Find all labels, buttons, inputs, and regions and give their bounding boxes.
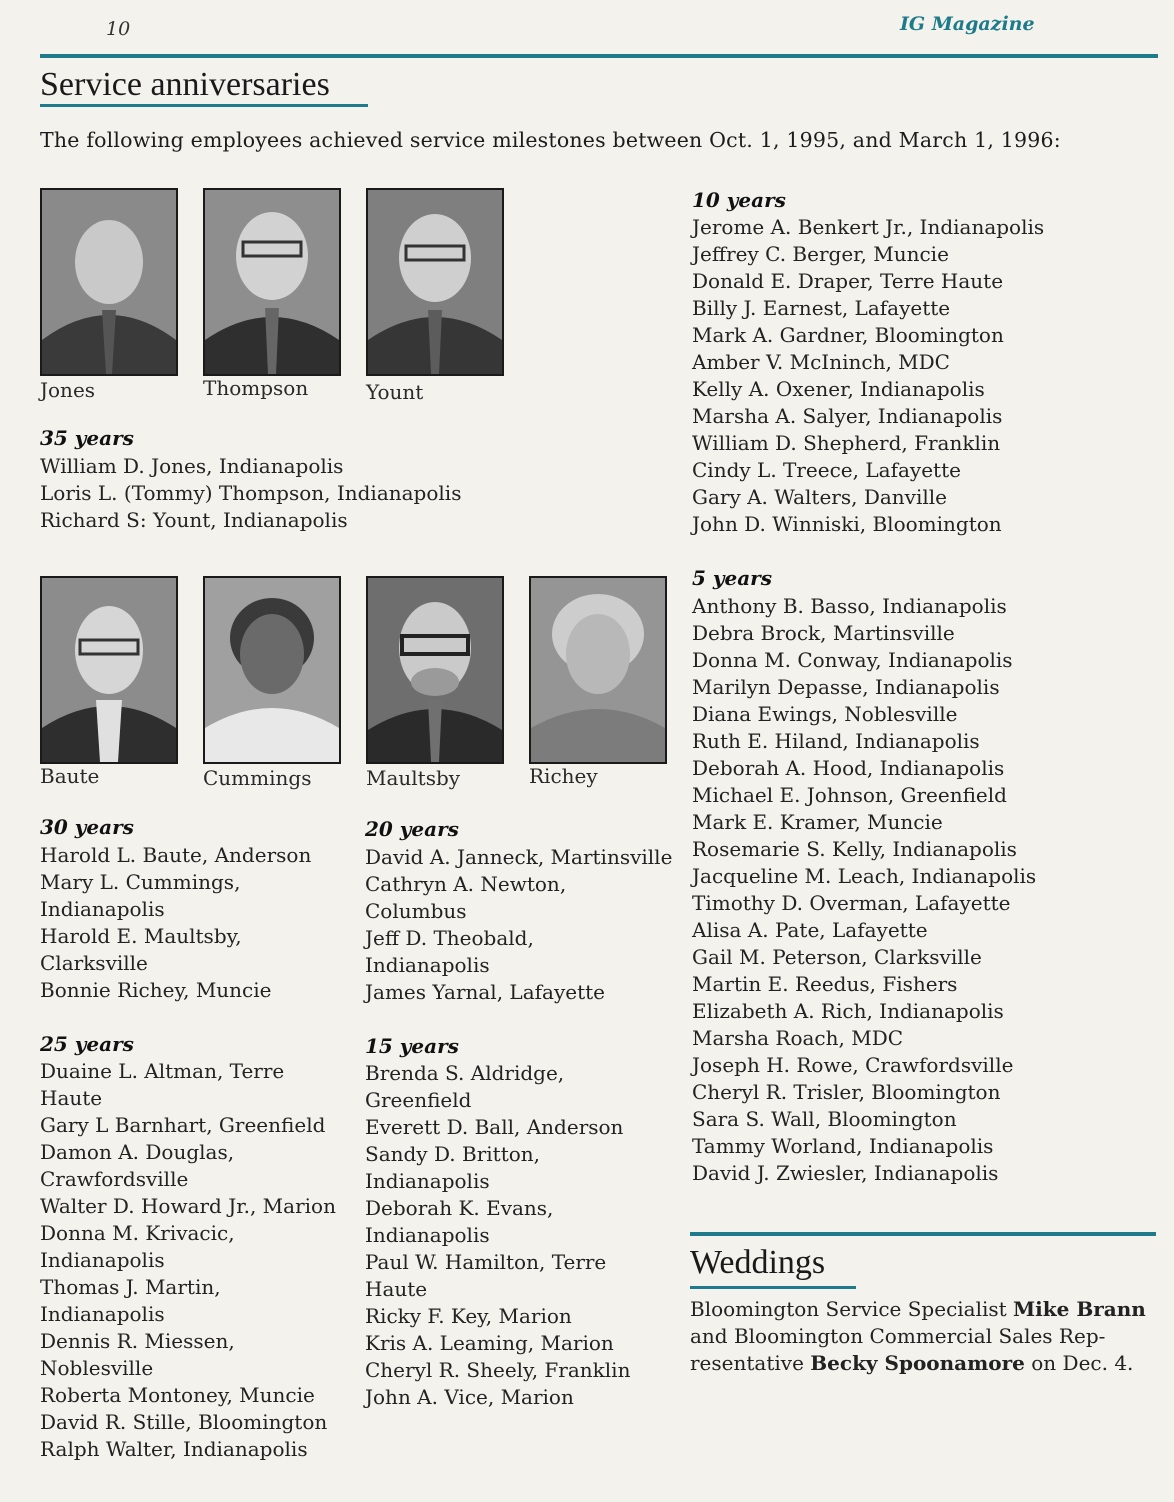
group-heading-30-years: 30 years — [40, 815, 134, 839]
list-item: Columbus — [365, 899, 467, 923]
group-heading-15-years: 15 years — [365, 1034, 459, 1058]
portrait-photo — [366, 576, 504, 764]
list-item: Deborah A. Hood, Indianapolis — [692, 756, 1005, 780]
list-item: Michael E. Johnson, Greenfield — [692, 783, 1007, 807]
list-item: William D. Shepherd, Franklin — [692, 431, 1001, 455]
list-item: Sandy D. Britton, — [365, 1142, 541, 1166]
portrait-photo — [40, 188, 178, 376]
wedding-name-2: Becky Spoonamore — [810, 1351, 1025, 1375]
list-item: Kris A. Leaming, Marion — [365, 1331, 614, 1355]
list-item: Jeffrey C. Berger, Muncie — [692, 242, 949, 266]
list-item: Donna M. Krivacic, — [40, 1221, 235, 1245]
list-item: Harold E. Maultsby, — [40, 924, 242, 948]
person-silhouette-icon — [42, 578, 176, 762]
magazine-title: IG Magazine — [900, 13, 1035, 35]
list-item: Alisa A. Pate, Lafayette — [692, 918, 928, 942]
list-item: John A. Vice, Marion — [365, 1385, 574, 1409]
person-silhouette-icon — [205, 190, 339, 374]
list-item: Haute — [365, 1277, 428, 1301]
list-item: Jacqueline M. Leach, Indianapolis — [692, 864, 1037, 888]
list-item: Diana Ewings, Noblesville — [692, 702, 958, 726]
photo-caption: Jones — [40, 378, 96, 402]
photo-caption: Maultsby — [366, 766, 461, 790]
group-heading-10-years: 10 years — [692, 188, 786, 212]
list-5-years — [692, 593, 1036, 1187]
portrait-photo — [529, 576, 667, 764]
list-item: Ralph Walter, Indianapolis — [40, 1437, 308, 1461]
group-heading-20-years: 20 years — [365, 817, 459, 841]
list-item: Roberta Montoney, Muncie — [40, 1383, 315, 1407]
list-item: Cathryn A. Newton, — [365, 872, 567, 896]
list-10-years — [692, 214, 1044, 538]
list-item: David A. Janneck, Martinsville — [365, 845, 673, 869]
list-item: Indianapolis — [365, 1223, 490, 1247]
intro-text: The following employees achieved service milestones between Oct. 1, 1995, and March 1, 1996: — [40, 128, 1061, 152]
portrait-photo — [203, 188, 341, 376]
list-item: Debra Brock, Martinsville — [692, 621, 955, 645]
list-item: Indianapolis — [365, 953, 490, 977]
list-20-years — [365, 844, 672, 1006]
list-item: Martin E. Reedus, Fishers — [692, 972, 958, 996]
list-item: James Yarnal, Lafayette — [365, 980, 605, 1004]
list-item: Ricky F. Key, Marion — [365, 1304, 572, 1328]
person-silhouette-icon — [368, 190, 502, 374]
list-item: Marsha Roach, MDC — [692, 1026, 904, 1050]
photo-caption: Baute — [40, 764, 100, 788]
photo-caption: Thompson — [203, 376, 309, 400]
list-item: Tammy Worland, Indianapolis — [692, 1134, 994, 1158]
portrait-photo — [203, 576, 341, 764]
list-item: Walter D. Howard Jr., Marion — [40, 1194, 336, 1218]
list-item: Indianapolis — [40, 1302, 165, 1326]
list-item: Cheryl R. Sheely, Franklin — [365, 1358, 631, 1382]
list-item: Deborah K. Evans, — [365, 1196, 554, 1220]
list-item: Duaine L. Altman, Terre — [40, 1059, 285, 1083]
list-item: Bonnie Richey, Muncie — [40, 978, 272, 1002]
list-item: Ruth E. Hiland, Indianapolis — [692, 729, 980, 753]
list-item: Clarksville — [40, 951, 148, 975]
list-25-years — [40, 1058, 336, 1463]
list-item: Indianapolis — [40, 1248, 165, 1272]
list-item: Mark E. Kramer, Muncie — [692, 810, 943, 834]
list-item: Gary L Barnhart, Greenfield — [40, 1113, 326, 1137]
list-item: Cindy L. Treece, Lafayette — [692, 458, 961, 482]
group-heading-5-years: 5 years — [692, 566, 772, 590]
person-silhouette-icon — [531, 578, 665, 762]
list-item: Marilyn Depasse, Indianapolis — [692, 675, 1000, 699]
group-heading-25-years: 25 years — [40, 1032, 134, 1056]
portrait-photo — [366, 188, 504, 376]
list-item: Jerome A. Benkert Jr., Indianapolis — [692, 215, 1045, 239]
header-rule — [40, 54, 1158, 58]
list-item: Thomas J. Martin, — [40, 1275, 221, 1299]
person-silhouette-icon — [205, 578, 339, 762]
list-item: William D. Jones, Indianapolis — [40, 454, 344, 478]
list-item: Loris L. (Tommy) Thompson, Indianapolis — [40, 481, 462, 505]
list-item: Amber V. McIninch, MDC — [692, 350, 950, 374]
list-item: Mark A. Gardner, Bloomington — [692, 323, 1004, 347]
list-item: Mary L. Cummings, — [40, 870, 241, 894]
person-silhouette-icon — [42, 190, 176, 374]
list-35-years — [40, 453, 461, 534]
weddings-text-post: on Dec. 4. — [1024, 1351, 1134, 1375]
weddings-rule — [690, 1232, 1156, 1236]
list-item: Dennis R. Miessen, — [40, 1329, 235, 1353]
list-item: Gary A. Walters, Danville — [692, 485, 947, 509]
list-item: Everett D. Ball, Anderson — [365, 1115, 624, 1139]
list-item: Damon A. Douglas, — [40, 1140, 235, 1164]
list-item: Richard S: Yount, Indianapolis — [40, 508, 348, 532]
list-item: Gail M. Peterson, Clarksville — [692, 945, 982, 969]
weddings-text — [690, 1296, 1156, 1377]
list-item: Cheryl R. Trisler, Bloomington — [692, 1080, 1001, 1104]
list-item: John D. Winniski, Bloomington — [692, 512, 1002, 536]
list-item: David J. Zwiesler, Indianapolis — [692, 1161, 999, 1185]
list-item: Indianapolis — [40, 897, 165, 921]
weddings-text-mid: and Bloomington Commercial Sales Rep-resentative — [690, 1324, 1106, 1375]
list-15-years — [365, 1060, 630, 1411]
group-heading-35-years: 35 years — [40, 426, 134, 450]
list-item: Marsha A. Salyer, Indianapolis — [692, 404, 1003, 428]
weddings-title-underline — [690, 1286, 856, 1289]
list-item: Rosemarie S. Kelly, Indianapolis — [692, 837, 1017, 861]
list-item: Crawfordsville — [40, 1167, 189, 1191]
weddings-text-pre: Bloomington Service Specialist — [690, 1297, 1014, 1321]
page-number: 10 — [106, 18, 131, 40]
weddings-title: Weddings — [690, 1244, 826, 1281]
list-item: Paul W. Hamilton, Terre — [365, 1250, 607, 1274]
portrait-photo — [40, 576, 178, 764]
list-item: Noblesville — [40, 1356, 154, 1380]
list-item: Anthony B. Basso, Indianapolis — [692, 594, 1007, 618]
list-item: Greenfield — [365, 1088, 472, 1112]
list-item: Donald E. Draper, Terre Haute — [692, 269, 1004, 293]
list-item: Elizabeth A. Rich, Indianapolis — [692, 999, 1004, 1023]
list-item: Sara S. Wall, Bloomington — [692, 1107, 957, 1131]
section-title: Service anniversaries — [40, 66, 330, 103]
list-item: David R. Stille, Bloomington — [40, 1410, 328, 1434]
photo-caption: Yount — [366, 380, 424, 404]
photo-caption: Cummings — [203, 766, 312, 790]
list-item: Indianapolis — [365, 1169, 490, 1193]
section-title-underline — [40, 104, 368, 107]
wedding-name-1: Mike Brann — [1013, 1297, 1146, 1321]
photo-caption: Richey — [529, 764, 598, 788]
list-item: Kelly A. Oxener, Indianapolis — [692, 377, 985, 401]
list-item: Brenda S. Aldridge, — [365, 1061, 565, 1085]
list-30-years — [40, 842, 311, 1004]
list-item: Haute — [40, 1086, 103, 1110]
list-item: Timothy D. Overman, Lafayette — [692, 891, 1011, 915]
person-silhouette-icon — [368, 578, 502, 762]
list-item: Donna M. Conway, Indianapolis — [692, 648, 1013, 672]
list-item: Harold L. Baute, Anderson — [40, 843, 312, 867]
list-item: Joseph H. Rowe, Crawfordsville — [692, 1053, 1014, 1077]
list-item: Billy J. Earnest, Lafayette — [692, 296, 951, 320]
list-item: Jeff D. Theobald, — [365, 926, 534, 950]
